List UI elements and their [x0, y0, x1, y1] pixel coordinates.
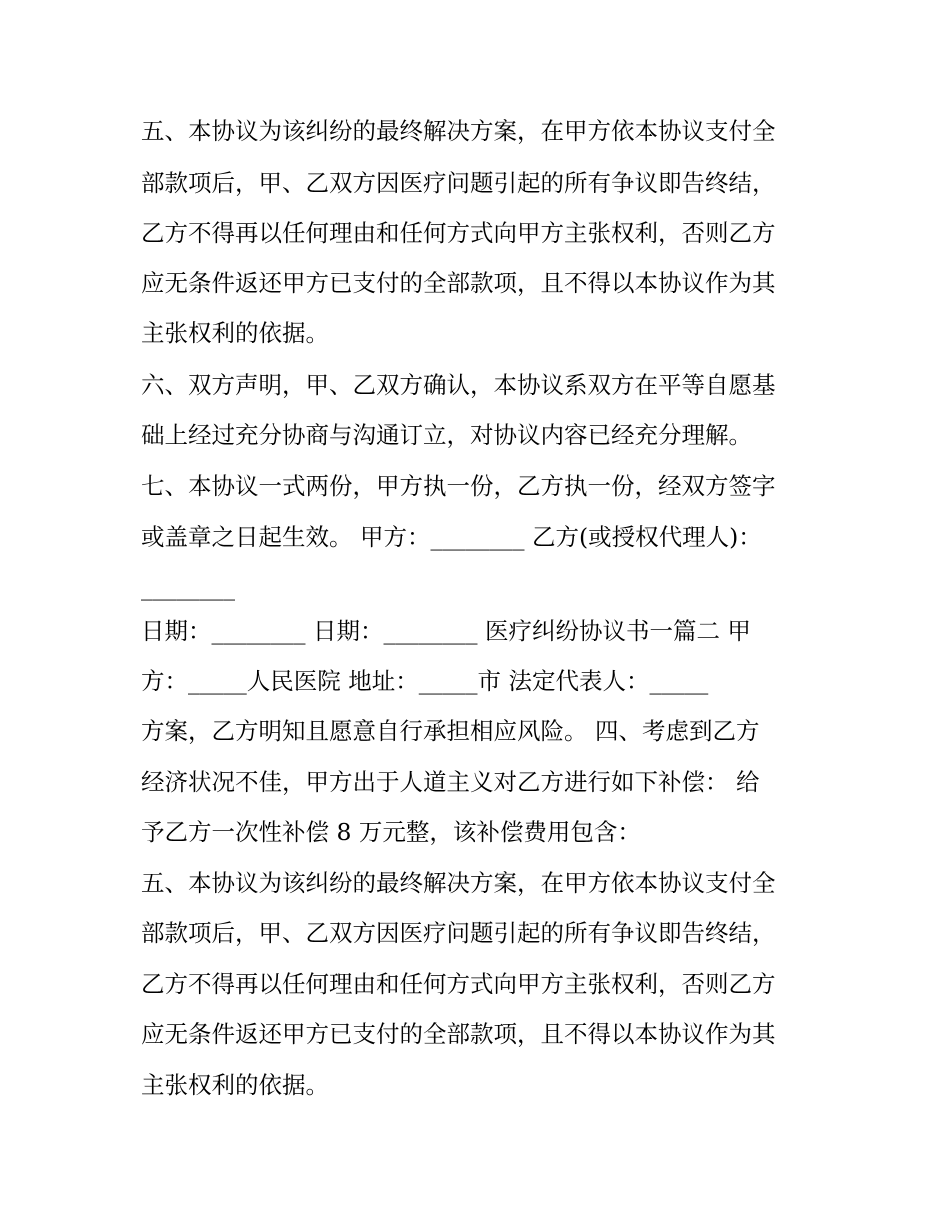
text-line: 予乙方一次性补偿 8 万元整，该补偿费用包含： [141, 818, 641, 846]
text-line: 经济状况不佳，甲方出于人道主义对乙方进行如下补偿： 给 [141, 768, 760, 796]
text-line: 六、双方声明，甲、乙双方确认，本协议系双方在平等自愿基 [141, 371, 776, 399]
text-line: 七、本协议一式两份，甲方执一份，乙方执一份，经双方签字 [141, 472, 776, 500]
text-line: 五、本协议为该纠纷的最终解决方案，在甲方依本协议支付全 [141, 869, 776, 897]
text-line: 五、本协议为该纠纷的最终解决方案，在甲方依本协议支付全 [141, 117, 776, 145]
text-line: 部款项后，甲、乙双方因医疗问题引起的所有争议即告终结， [141, 169, 776, 197]
text-line: 或盖章之日起生效。 甲方：________ 乙方(或授权代理人)： [141, 523, 762, 551]
text-line: 应无条件返还甲方已支付的全部款项，且不得以本协议作为其 [141, 269, 776, 297]
text-line: 乙方不得再以任何理由和任何方式向甲方主张权利，否则乙方 [141, 219, 776, 247]
text-line: 主张权利的依据。 [141, 1071, 329, 1099]
text-line: 础上经过充分协商与沟通订立，对协议内容已经充分理解。 [141, 421, 752, 449]
text-line: 方：_____人民医院 地址：_____市 法定代表人：_____ [141, 667, 709, 695]
text-line: 部款项后，甲、乙双方因医疗问题引起的所有争议即告终结， [141, 919, 776, 947]
text-line: 乙方不得再以任何理由和任何方式向甲方主张权利，否则乙方 [141, 970, 776, 998]
text-line: 方案，乙方明知且愿意自行承担相应风险。 四、考虑到乙方 [141, 717, 760, 745]
text-line: 应无条件返还甲方已支付的全部款项，且不得以本协议作为其 [141, 1020, 776, 1048]
text-line: 主张权利的依据。 [141, 319, 329, 347]
text-line: 日期：________ 日期：________ 医疗纠纷协议书一篇二 甲 [141, 617, 751, 645]
text-line: ________ [141, 573, 235, 601]
